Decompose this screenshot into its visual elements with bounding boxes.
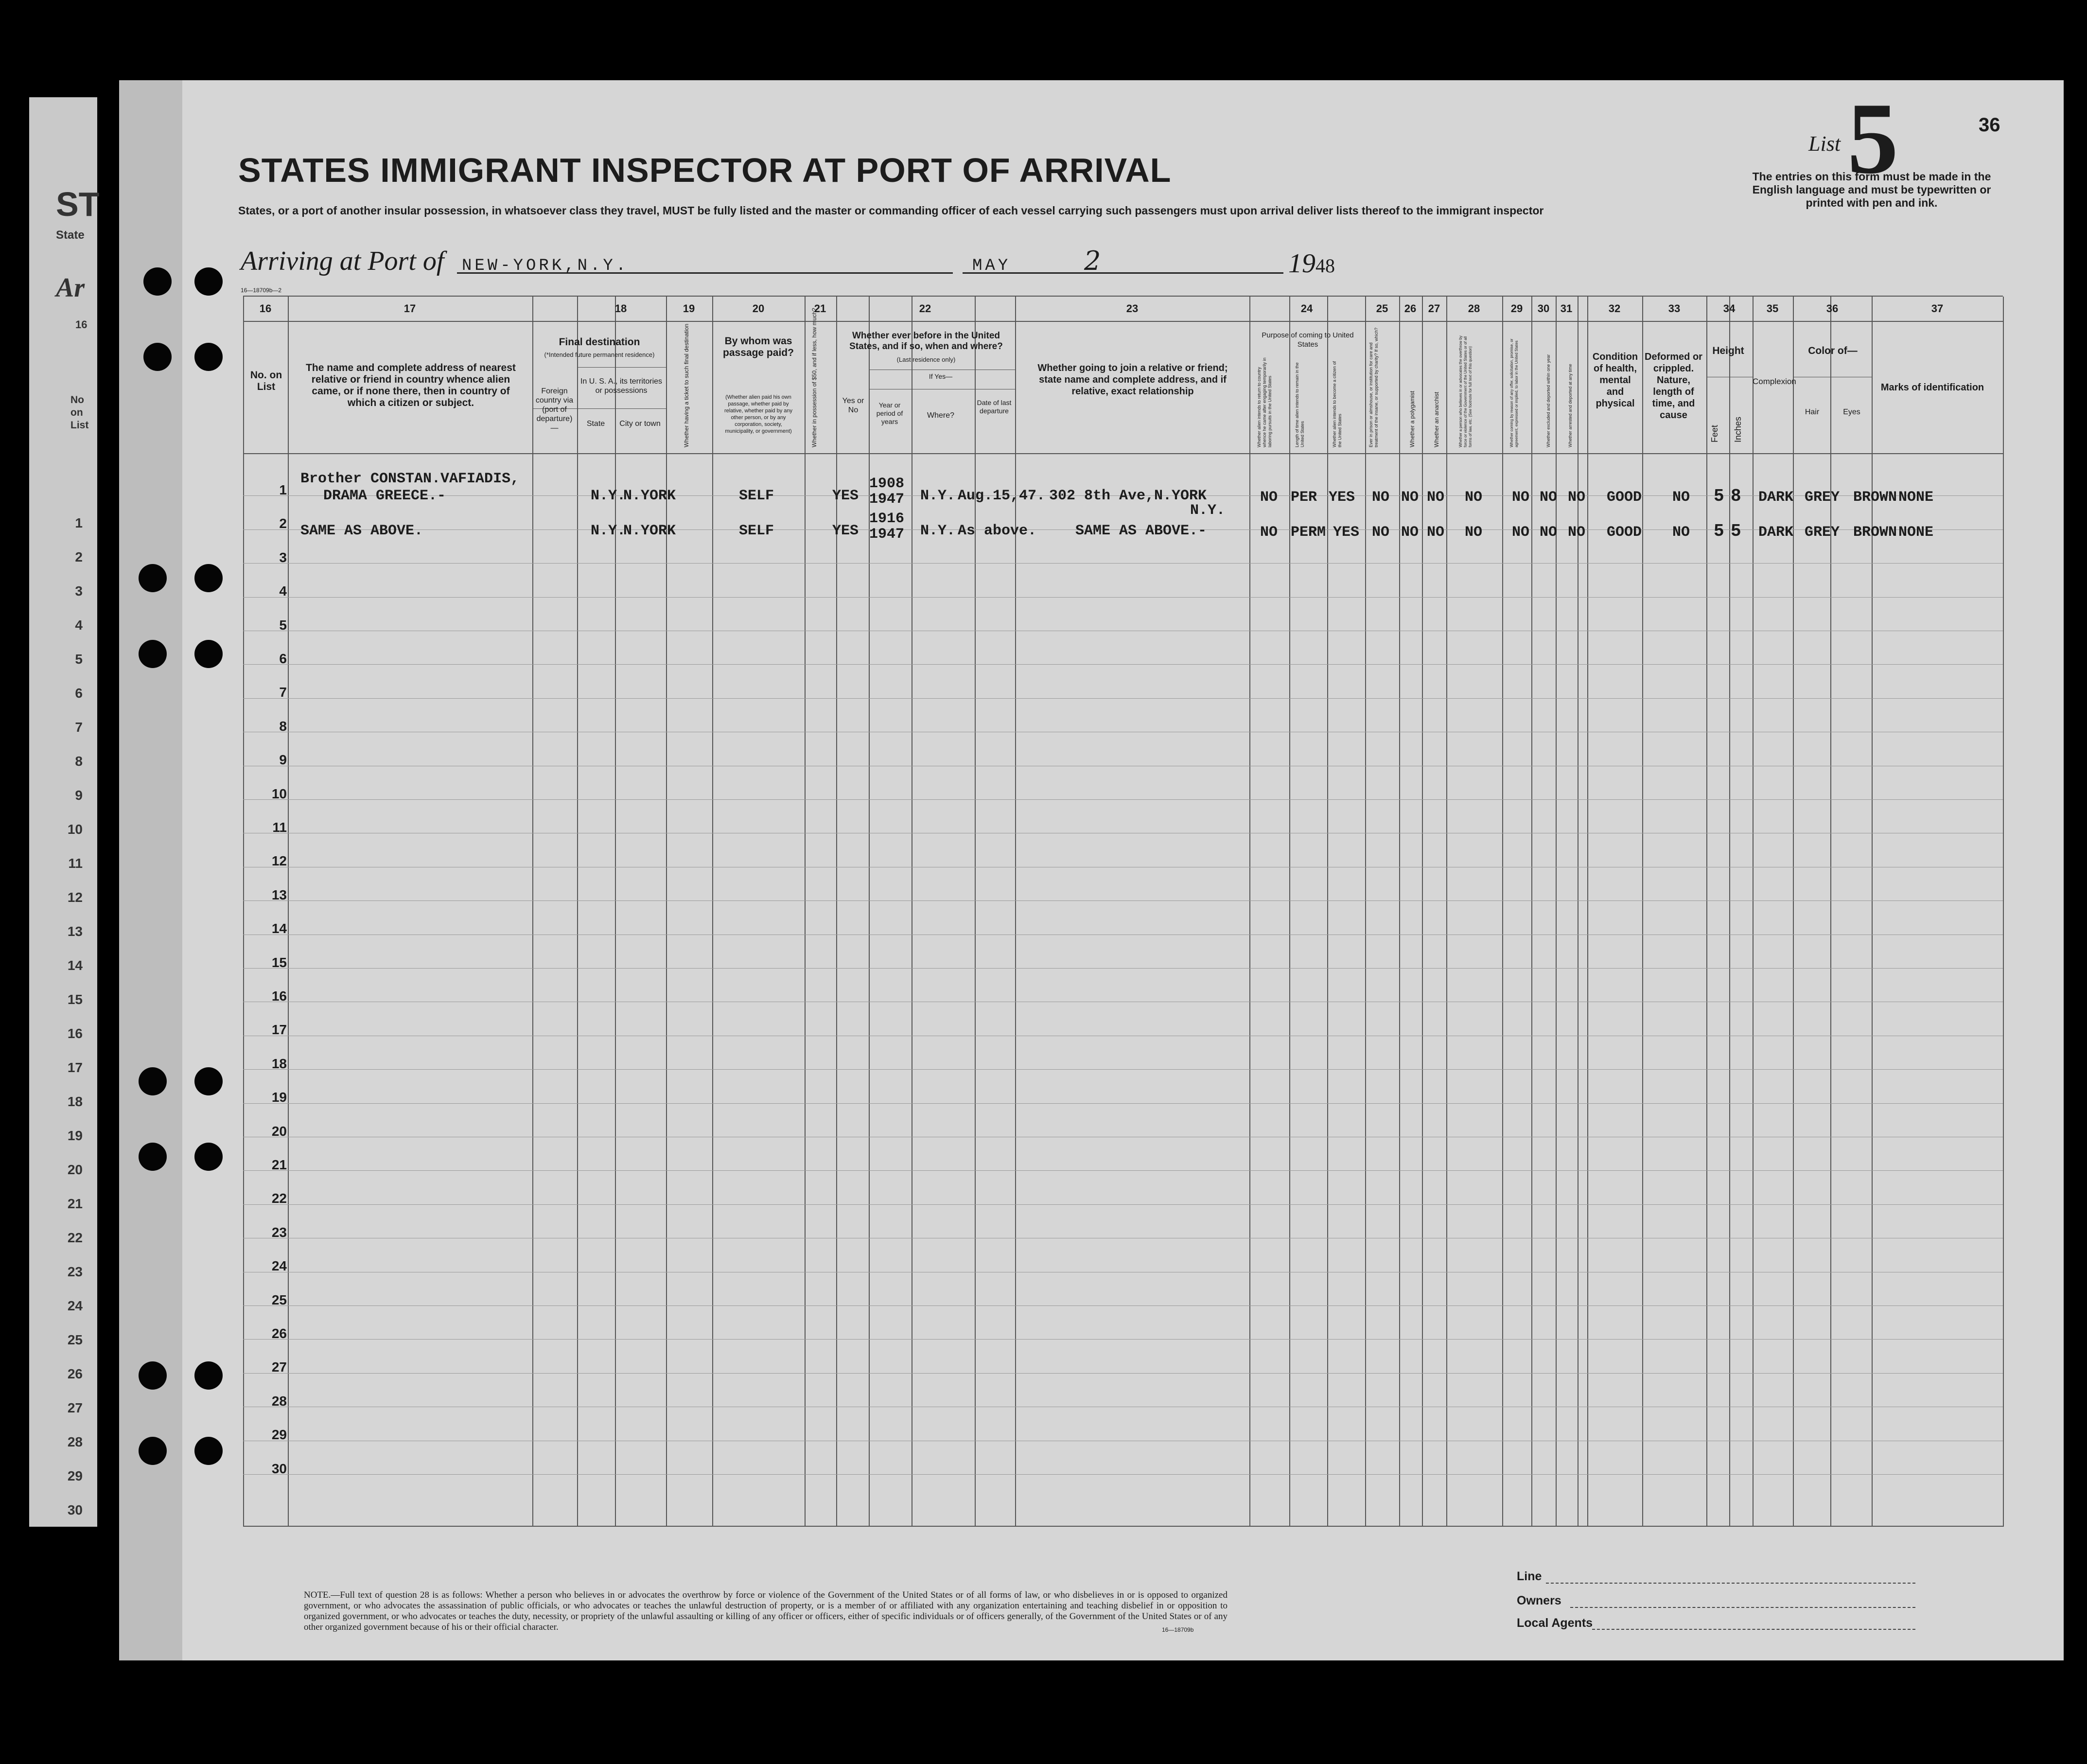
header-anarchist: Whether an anarchist (1433, 391, 1440, 447)
column-number: 16 (259, 302, 272, 315)
year-suffix: 48 (1315, 255, 1335, 277)
column-line (1249, 297, 1250, 1527)
entry-eyes: BROWN (1853, 524, 1897, 541)
entry-complexion: DARK (1758, 489, 1794, 506)
prev-row-number: 8 (75, 754, 83, 769)
grid-bottom (243, 1526, 2003, 1527)
column-number: 33 (1668, 302, 1681, 315)
form-code: 16—18709b—2 (241, 287, 282, 294)
punch-hole (194, 564, 223, 592)
prev-row-number: 7 (75, 720, 83, 735)
row-number: 23 (271, 1224, 287, 1240)
column-number: 34 (1723, 302, 1736, 315)
header-purpose-return: Whether alien intends to return to country whence he came after engaging temporarily in laboring pursuits in the United States (1257, 357, 1272, 447)
page-number: 36 (1979, 114, 2000, 136)
entry-hair: GREY (1805, 524, 1840, 541)
grid-colnum-bottom (243, 321, 2003, 322)
punch-hole (194, 1437, 223, 1465)
prev-row-number: 19 (67, 1128, 83, 1143)
header-fifty-dollars: Whether in possession of $50, and if less, how much? (811, 308, 818, 447)
prev-row-number: 12 (67, 890, 83, 905)
header-color-of: Color of— (1808, 345, 1858, 356)
row-number: 24 (271, 1258, 287, 1274)
entry-anarchist: NO (1427, 524, 1445, 541)
entry-polygamist: NO (1401, 524, 1419, 541)
entry-join-line1: 302 8th Ave,N.YORK (1049, 488, 1207, 504)
header-where: Where? (927, 411, 955, 420)
entry-relative-line1: SAME AS ABOVE. (300, 523, 423, 539)
header-final-destination: Final destination (559, 336, 640, 348)
entry-health: GOOD (1607, 524, 1642, 541)
punch-hole (139, 1437, 167, 1465)
prev-row-number: 23 (67, 1264, 83, 1279)
prev-row-number: 21 (67, 1196, 83, 1211)
column-line (288, 297, 289, 1527)
entry-join-line1: SAME AS ABOVE.- (1075, 523, 1207, 539)
row-number: 2 (279, 516, 287, 531)
punch-hole (194, 1361, 223, 1390)
punch-hole (194, 267, 223, 296)
column-line (1502, 297, 1503, 1527)
prev-row-number: 3 (75, 583, 83, 599)
column-line (1531, 297, 1532, 1527)
row-line (243, 900, 2003, 901)
column-line (1422, 297, 1423, 1527)
column-number: 25 (1376, 302, 1388, 315)
prev-page-no-on-list (70, 394, 88, 432)
row-line (243, 597, 2003, 598)
header-year-period: Year or period of years (876, 401, 903, 425)
entry-length: PER (1291, 489, 1317, 506)
row-line (243, 1339, 2003, 1340)
list-number: 5 (1847, 82, 1898, 195)
punch-hole (194, 1067, 223, 1095)
footer-form-code: 16—18709b (1162, 1626, 1194, 1633)
entry-inches: 8 (1731, 486, 1741, 506)
column-line (1830, 297, 1831, 1527)
column-line (666, 297, 667, 1527)
row-line (243, 968, 2003, 969)
row-number: 4 (279, 583, 287, 599)
row-number: 29 (271, 1427, 287, 1443)
previous-page-edge (29, 97, 100, 1527)
entry-hair: GREY (1805, 489, 1840, 506)
header-complexion: Complexion (1753, 377, 1796, 386)
row-line (243, 698, 2003, 699)
punch-hole (143, 343, 172, 371)
row-line (243, 563, 2003, 564)
punch-hole (194, 343, 223, 371)
entry-marks: NONE (1898, 524, 1934, 541)
header-passage-paid-sub: (Whether alien paid his own passage, whether paid by relative, whether paid by any other person, or by any corporation, society, municipality, or government) (724, 394, 793, 434)
prev-row-number: 1 (75, 515, 83, 530)
row-number: 10 (271, 786, 287, 801)
column-number: 24 (1300, 302, 1313, 315)
entry-health: GOOD (1607, 489, 1642, 506)
entry-deformed: NO (1672, 489, 1690, 506)
header-q30: Whether excluded and deported within one year (1546, 354, 1551, 447)
column-line (836, 297, 837, 1527)
column-number: 27 (1428, 302, 1440, 315)
column-line (577, 297, 578, 1527)
header-date-departure: Date of last departure (977, 399, 1012, 415)
entry-q31: NO (1568, 524, 1586, 541)
row-number: 12 (271, 853, 287, 869)
prev-page-title-fragment: ST (56, 185, 100, 223)
prev-row-number: 15 (67, 992, 83, 1007)
binding-strip (119, 80, 184, 1660)
entry-inches: 5 (1731, 521, 1741, 541)
row-line (243, 664, 2003, 665)
row-number: 25 (271, 1292, 287, 1307)
entry-q31: NO (1568, 489, 1586, 506)
header-join-relative: Whether going to join a relative or friend; state name and complete address, and if relative, exact relationship (1037, 363, 1228, 397)
header-q31: Whether arrested and deported at any time (1568, 364, 1573, 447)
row-number: 1 (279, 482, 287, 497)
row-number: 30 (271, 1461, 287, 1476)
entry-return: NO (1260, 489, 1278, 506)
page-title: STATES IMMIGRANT INSPECTOR AT PORT OF ARRIVAL (238, 151, 1172, 189)
column-line (975, 297, 976, 1527)
column-number: 21 (814, 302, 826, 315)
header-state: State (586, 420, 605, 428)
header-ticket: Whether having a ticket to such final destination (683, 323, 690, 447)
entry-polygamist: NO (1401, 489, 1419, 506)
prev-row-number: 6 (75, 686, 83, 701)
row-number: 13 (271, 887, 287, 902)
port-value: NEW-YORK,N.Y. (462, 257, 629, 275)
prev-row-number: 28 (67, 1434, 83, 1449)
punch-hole (194, 1143, 223, 1171)
punch-hole (139, 640, 167, 668)
header-foreign-country: Foreign country via (port of departure)— (535, 387, 574, 432)
column-line (1446, 297, 1447, 1527)
grid-header-bottom (243, 453, 2003, 454)
entry-feet: 5 (1714, 486, 1724, 506)
entry-before-yes: YES (832, 488, 859, 504)
prev-row-number: 2 (75, 549, 83, 564)
row-line (243, 1373, 2003, 1374)
header-feet: Feet (1710, 424, 1719, 442)
entry-relative-line2: DRAMA GREECE.- (323, 488, 446, 504)
header-health: Condition of health, mental and physical (1592, 352, 1638, 409)
row-number: 26 (271, 1326, 287, 1341)
entry-prison: NO (1372, 524, 1390, 541)
column-number: 31 (1560, 302, 1573, 315)
entry-date: Aug.15,47. (958, 488, 1046, 504)
column-number: 29 (1510, 302, 1523, 315)
column-line (1872, 297, 1873, 1527)
entry-feet: 5 (1714, 521, 1724, 541)
row-number: 15 (271, 954, 287, 970)
row-line (243, 1103, 2003, 1104)
header-if-yes: If Yes— (929, 372, 953, 380)
column-line (1556, 297, 1557, 1527)
day-value: 2 (1084, 246, 1101, 276)
column-number: 20 (752, 302, 765, 315)
prev-page-col16: 16 (75, 318, 88, 331)
prev-row-number: 17 (67, 1060, 83, 1075)
form-instructions: The entries on this form must be made in the English language and must be typewritten or printed with pen and ink. (1752, 170, 1991, 209)
entry-anarchist: NO (1427, 489, 1445, 506)
owners-label: Owners (1517, 1594, 1561, 1607)
column-number: 18 (614, 302, 627, 315)
column-line (1793, 297, 1794, 1527)
entry-q28: NO (1465, 489, 1483, 506)
entry-citizen: YES (1329, 489, 1355, 506)
prev-row-number: 5 (75, 652, 83, 667)
header-city: City or town (619, 420, 661, 428)
entry-q30: NO (1540, 489, 1558, 506)
header-q29: Whether coming by reason of any offer, solicitation, promise, or agreement, expressed or implied, to labor in the United States (1509, 338, 1519, 447)
entry-marks: NONE (1898, 489, 1934, 506)
entry-where: N.Y. (920, 488, 956, 504)
column-line (1729, 297, 1730, 1527)
entry-q29: NO (1512, 524, 1530, 541)
punch-hole (139, 1143, 167, 1171)
column-number: 35 (1766, 302, 1779, 315)
header-polygamist: Whether a polygamist (1409, 390, 1416, 447)
column-line (243, 297, 244, 1527)
header-purpose: Purpose of coming to United States (1262, 331, 1354, 349)
column-line (805, 297, 806, 1527)
header-purpose-citizen: Whether alien intends to become a citizen of the United States (1332, 361, 1342, 447)
list-label: List (1808, 132, 1841, 156)
row-number: 7 (279, 685, 287, 700)
line-field[interactable] (1546, 1583, 1915, 1584)
owners-field[interactable] (1570, 1607, 1915, 1608)
row-number: 20 (271, 1123, 287, 1139)
entry-paid-by: SELF (739, 523, 774, 539)
row-line (243, 1069, 2003, 1070)
prev-page-arriving-fragment: Ar (56, 273, 85, 303)
row-number: 5 (279, 617, 287, 633)
column-line (712, 297, 713, 1527)
column-number: 28 (1468, 302, 1480, 315)
prev-row-number: 25 (67, 1332, 83, 1347)
column-number: 30 (1537, 302, 1550, 315)
entry-state: N.Y. (591, 488, 626, 504)
subheader-rule (577, 367, 666, 368)
row-line (243, 1204, 2003, 1205)
entry-where: N.Y. (920, 523, 956, 539)
grid-top (243, 296, 2003, 297)
entry-before-yes: YES (832, 523, 859, 539)
column-line (1289, 297, 1290, 1527)
prev-row-number: 27 (67, 1400, 83, 1415)
header-before-in-us: Whether ever before in the United States, and if so, when and where? (849, 331, 1003, 352)
row-number: 27 (271, 1359, 287, 1375)
entry-years-line2: 1947 (869, 491, 905, 508)
row-number: 18 (271, 1056, 287, 1071)
column-number: 36 (1826, 302, 1839, 315)
page-subtitle: States, or a port of another insular possession, in whatsoever class they travel, MUST be fully listed and the master or commanding officer of each vessel carrying such passengers must upon arrival deliver lists thereof to the immigrant inspector (238, 204, 1544, 217)
entry-years-line1: 1908 (869, 476, 905, 492)
entry-eyes: BROWN (1853, 489, 1897, 506)
row-number: 17 (271, 1022, 287, 1038)
column-line (532, 297, 533, 1527)
column-line (1327, 297, 1328, 1527)
row-number: 21 (271, 1157, 287, 1172)
prev-row-number: 10 (67, 822, 83, 837)
prev-row-number: 22 (67, 1230, 83, 1245)
prev-row-number: 4 (75, 617, 83, 633)
header-passage-paid: By whom was passage paid? (723, 335, 794, 358)
footnote-question-28: NOTE.—Full text of question 28 is as follows: Whether a person who believes in or advocates the overthrow by force or violence of the Government of the United States or of all forms of law, or who disbelieves in or is opposed to organized government, or who advocates the assassination of public officials, or who advocates or teaches the unlawful destruction of property, or is a member of or affiliated with any organization entertaining and teaching disbelief in or opposition to organized government, or who advocates or teaches the duty, necessity, or propriety of the unlawful assaulting or killing of any officer or officers, either of specific individuals or of officers generally, of the Government of the United States or of any other organized government because of his or their official character. (304, 1590, 1228, 1632)
column-number: 19 (683, 302, 695, 315)
prev-row-number: 24 (67, 1298, 83, 1313)
entry-complexion: DARK (1758, 524, 1794, 541)
column-line (1587, 297, 1588, 1527)
row-line (243, 1474, 2003, 1475)
entry-city: N.YORK (623, 523, 676, 539)
header-yes-no: Yes or No (842, 397, 864, 414)
local-agents-field[interactable] (1592, 1629, 1915, 1630)
column-line (1399, 297, 1400, 1527)
prev-row-number: 30 (67, 1502, 83, 1517)
entry-date: As above. (958, 523, 1037, 539)
entry-deformed: NO (1672, 524, 1690, 541)
local-agents-label: Local Agents (1517, 1616, 1593, 1630)
column-number: 23 (1126, 302, 1139, 315)
header-height: Height (1712, 345, 1744, 356)
row-number: 16 (271, 988, 287, 1004)
entry-join-line2: N.Y. (1190, 502, 1226, 519)
punch-hole (194, 640, 223, 668)
punch-hole (139, 1361, 167, 1390)
header-q28: Whether a person who believes in or advocates the overthrow by force or violence of the Government of the United States or of all forms of law, etc. (See footnote for full text of this question) (1458, 335, 1473, 447)
column-number: 37 (1931, 302, 1944, 315)
column-line (1015, 297, 1016, 1527)
header-no-on-list: No. on List (250, 370, 282, 392)
prev-list-label: List (70, 420, 89, 431)
header-prison: Ever in prison or almshouse, or institution for care and treatment of the insane, or supported by charity? If so, which? (1368, 327, 1379, 447)
row-number: 19 (271, 1090, 287, 1105)
header-purpose-length: Length of time alien intends to remain in the United States (1295, 362, 1305, 447)
row-number: 22 (271, 1191, 287, 1206)
row-number: 11 (272, 820, 287, 835)
punch-hole (139, 1067, 167, 1095)
year-value (1288, 248, 1335, 279)
entry-citizen: YES (1333, 524, 1360, 541)
entry-city: N.YORK (623, 488, 676, 504)
entry-paid-by: SELF (739, 488, 774, 504)
row-line (243, 1305, 2003, 1306)
column-line (1642, 297, 1643, 1527)
prev-row-number: 9 (75, 788, 83, 803)
row-number: 6 (279, 651, 287, 666)
entry-years-line2: 1947 (869, 526, 905, 543)
entry-q29: NO (1512, 489, 1530, 506)
prev-page-subtitle-fragment: State (56, 229, 85, 242)
header-in-usa: In U. S. A., its territories or possessions (580, 377, 663, 395)
header-eyes: Eyes (1843, 408, 1860, 416)
prev-no-label: No (70, 394, 84, 406)
punch-hole (139, 564, 167, 592)
column-line (1365, 297, 1366, 1527)
entry-state: N.Y. (591, 523, 626, 539)
header-hair: Hair (1805, 408, 1820, 416)
line-label: Line (1517, 1570, 1542, 1583)
row-number: 9 (279, 752, 287, 768)
entry-q30: NO (1540, 524, 1558, 541)
entry-prison: NO (1372, 489, 1390, 506)
prev-row-number: 20 (67, 1162, 83, 1177)
entry-return: NO (1260, 524, 1278, 541)
column-number: 22 (919, 302, 931, 315)
row-number: 8 (279, 718, 287, 734)
header-deformed: Deformed or crippled. Nature, length of time, and cause (1645, 352, 1702, 421)
row-number: 28 (271, 1393, 287, 1409)
column-number: 17 (403, 302, 416, 315)
year-prefix: 19 (1288, 248, 1315, 279)
month-value: MAY (972, 257, 1011, 275)
prev-row-number: 14 (67, 958, 83, 973)
column-line (1706, 297, 1707, 1527)
entry-relative-line1: Brother CONSTAN.VAFIADIS, (300, 471, 520, 487)
prev-row-number: 29 (67, 1468, 83, 1483)
prev-row-number: 18 (67, 1094, 83, 1109)
arriving-label: Arriving at Port of (241, 246, 444, 276)
prev-row-number: 13 (67, 924, 83, 939)
row-line (243, 799, 2003, 800)
header-last-residence: (Last residence only) (896, 356, 956, 363)
punch-hole (143, 267, 172, 296)
manifest-sheet (182, 80, 2064, 1660)
header-inches: Inches (1733, 416, 1743, 442)
column-line (2003, 297, 2004, 1527)
column-number: 32 (1608, 302, 1621, 315)
column-line (615, 297, 616, 1527)
entry-years-line1: 1916 (869, 511, 905, 527)
column-line (1753, 297, 1754, 1527)
header-nearest-relative: The name and complete address of nearest relative or friend in country whence alien came, or if none there, then in country of which a citizen or subject. (306, 362, 516, 408)
prev-row-number: 16 (67, 1026, 83, 1041)
row-number: 14 (271, 921, 287, 936)
prev-row-number: 26 (67, 1366, 83, 1381)
prev-row-number: 11 (68, 856, 83, 871)
header-final-destination-sub: (*Intended future permanent residence) (544, 351, 655, 358)
row-number: 3 (279, 549, 287, 565)
entry-q28: NO (1465, 524, 1483, 541)
header-marks: Marks of identification (1880, 382, 1984, 393)
row-line (243, 1170, 2003, 1171)
entry-length: PERM (1291, 524, 1326, 541)
prev-on-label: on (70, 407, 83, 418)
column-number: 26 (1404, 302, 1417, 315)
